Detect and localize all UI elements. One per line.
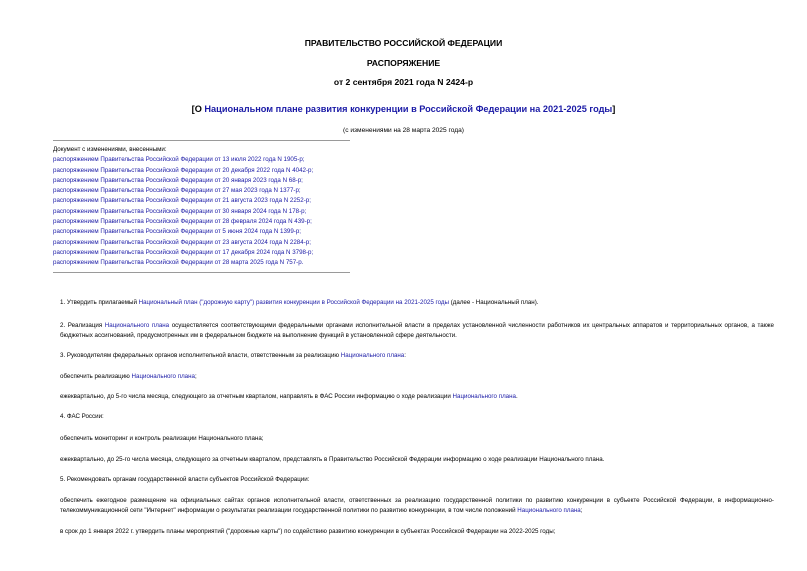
amendment-link[interactable]: распоряжением Правительства Российской Федерации от 13 июля 2022 года N 1905-р; [53, 156, 305, 164]
national-plan-link[interactable]: Национального плана [517, 507, 581, 515]
paragraph-4: обеспечить реализацию Национального плана; [60, 373, 197, 380]
national-plan-link[interactable]: Национального плана [452, 393, 516, 400]
amendment-link[interactable]: распоряжением Правительства Российской Федерации от 27 мая 2023 года N 1377-р; [53, 187, 301, 195]
amendment-link[interactable]: распоряжением Правительства Российской Федерации от 21 августа 2023 года N 2252-р; [53, 197, 311, 205]
paragraph-11: в срок до 1 января 2022 г. утвердить планы мероприятий ("дорожные карты") по содействию развитию конкуренции в субъектах Российской Федерации на 2022-2025 годы; [60, 528, 556, 535]
changes-header: Документ с изменениями, внесенными: [53, 146, 167, 153]
title-link[interactable]: Национальном плане развития конкуренции в Российской Федерации на 2021-2025 годы [204, 104, 613, 114]
amendment-link[interactable]: распоряжением Правительства Российской Федерации от 23 августа 2024 года N 2284-р; [53, 238, 311, 246]
national-plan-link[interactable]: Национального плана [104, 322, 170, 329]
title-close-bracket: ] [612, 104, 616, 114]
paragraph-3: 3. Руководителям федеральных органов исполнительной власти, ответственным за реализацию Национального плана: [60, 352, 406, 359]
paragraph-10: обеспечить ежегодное размещение на официальных сайтах органов исполнительной власти, ответственных за реализацию государственной политики по развитию конкуренции в субъекте Российской Федерации, в информационно-телекоммуникационной сети "Интернет" информации о результатах реализации государственной политики по развитию конкуренции, в том числе положений Национального плана; [60, 497, 774, 515]
amendment-link[interactable]: распоряжением Правительства Российской Федерации от 20 декабря 2022 года N 4042-р; [53, 166, 314, 174]
paragraph-5: ежеквартально, до 5-го числа месяца, следующего за отчетным кварталом, направлять в ФАС России информацию о ходе реализации Национального плана. [60, 393, 518, 400]
amendment-link[interactable]: распоряжением Правительства Российской Федерации от 17 декабря 2024 года N 3798-р; [53, 248, 314, 256]
changes-top-divider [53, 140, 350, 141]
paragraph-9: 5. Рекомендовать органам государственной власти субъектов Российской Федерации: [60, 476, 310, 483]
amendment-link[interactable]: распоряжением Правительства Российской Федерации от 28 марта 2025 года N 757-р. [53, 259, 304, 267]
paragraph-1: 1. Утвердить прилагаемый Национальный план ("дорожную карту") развития конкуренции в Российской Федерации на 2021-2025 годы (далее - Национальный план). [60, 299, 539, 306]
document-date-number: от 2 сентября 2021 года N 2424-р [333, 77, 474, 87]
revision-note: (с изменениями на 28 марта 2025 года) [343, 127, 464, 134]
paragraph-7: обеспечить мониторинг и контроль реализации Национального плана; [60, 435, 264, 442]
national-plan-link[interactable]: Национальный план ("дорожную карту") развития конкуренции в Российской Федерации на 2021-2025 годы [138, 299, 449, 306]
amendment-link[interactable]: распоряжением Правительства Российской Федерации от 20 января 2023 года N 68-р; [53, 176, 303, 184]
document-title [0, 104, 807, 114]
government-heading: ПРАВИТЕЛЬСТВО РОССИЙСКОЙ ФЕДЕРАЦИИ [304, 38, 503, 48]
title-open-bracket: [О [191, 104, 205, 114]
changes-list [53, 145, 313, 269]
national-plan-link[interactable]: Национального плана [131, 373, 195, 380]
paragraph-2: 2. Реализация Национального плана осуществляется соответствующими федеральными органами исполнительной власти в пределах установленной численности работников их центральных аппаратов и территориальных органов, а также бюджетных ассигнований, предусмотренных им в федеральном бюджете на выполнение функций в установленной сфере деятельности. [60, 322, 774, 340]
document-type-heading: РАСПОРЯЖЕНИЕ [366, 58, 441, 68]
paragraph-6: 4. ФАС России: [60, 413, 104, 420]
amendment-link[interactable]: распоряжением Правительства Российской Федерации от 28 февраля 2024 года N 439-р; [53, 218, 312, 226]
amendment-link[interactable]: распоряжением Правительства Российской Федерации от 30 января 2024 года N 178-р; [53, 207, 307, 215]
amendment-link[interactable]: распоряжением Правительства Российской Федерации от 5 июня 2024 года N 1399-р; [53, 228, 302, 236]
changes-bottom-divider [53, 272, 350, 273]
national-plan-link[interactable]: Национального плана [340, 352, 405, 359]
paragraph-8: ежеквартально, до 25-го числа месяца, следующего за отчетным кварталом, представлять в Правительство Российской Федерации информацию о ходе реализации Национального плана. [60, 456, 605, 463]
